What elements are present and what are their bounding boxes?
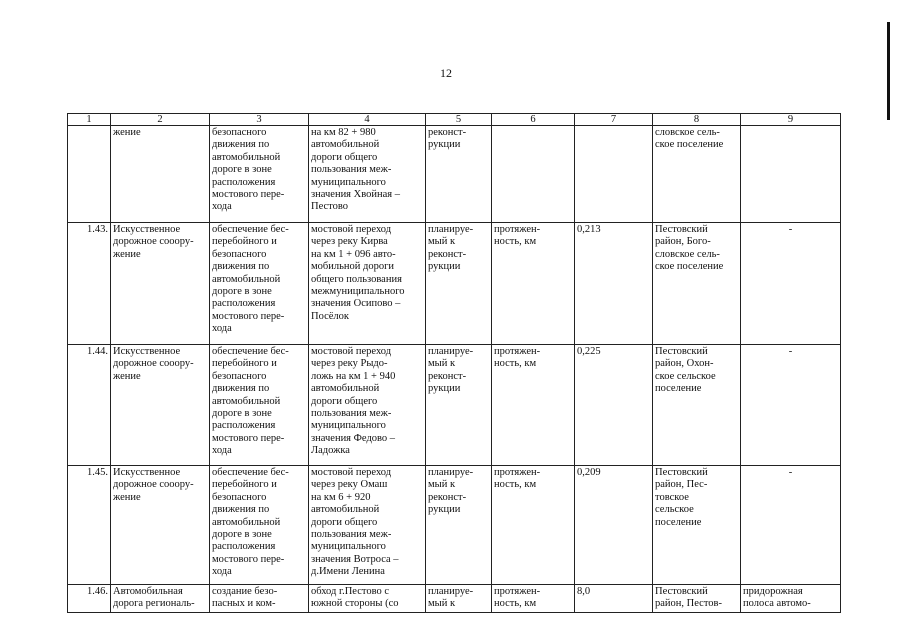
characteristic-cell: протяжен- ность, км xyxy=(492,466,575,585)
location-cell: мостовой переход через реку Рыдо- ложь на км 1 + 940 автомобильной дороги общего пользования меж- муниципального значения Федово – Ладожка xyxy=(309,345,426,466)
characteristic-cell: протяжен- ность, км xyxy=(492,585,575,613)
zone-cell: - xyxy=(741,223,841,345)
object-name-cell: Искусственное дорожное сооору- жение xyxy=(111,466,210,585)
purpose-cell: обеспечение бес- перебойного и безопасного движения по автомобильной дороге в зоне расположения мостового пере- хода xyxy=(210,345,309,466)
column-header: 4 xyxy=(309,114,426,126)
column-header: 7 xyxy=(575,114,653,126)
location-cell: на км 82 + 980 автомобильной дороги общего пользования меж- муниципального значения Хвойная – Пестово xyxy=(309,126,426,223)
table-row xyxy=(68,126,841,223)
table-row xyxy=(68,345,841,466)
row-number-cell: 1.44. xyxy=(68,345,111,466)
column-header: 5 xyxy=(426,114,492,126)
location-cell: мостовой переход через реку Кирва на км 1 + 096 авто- мобильной дороги общего пользования межмуниципального значения Осипово – Посёлок xyxy=(309,223,426,345)
object-name-cell: Искусственное дорожное сооору- жение xyxy=(111,223,210,345)
table-row xyxy=(68,223,841,345)
column-header: 3 xyxy=(210,114,309,126)
status-cell: реконст- рукции xyxy=(426,126,492,223)
municipality-cell: Пестовский район, Бого- словское сель- ское поселение xyxy=(653,223,741,345)
value-cell: 8,0 xyxy=(575,585,653,613)
document-table xyxy=(67,113,841,613)
column-header: 9 xyxy=(741,114,841,126)
zone-cell: придорожная полоса автомо- xyxy=(741,585,841,613)
characteristic-cell: протяжен- ность, км xyxy=(492,223,575,345)
municipality-cell: словское сель- ское поселение xyxy=(653,126,741,223)
status-cell: планируе- мый к реконст- рукции xyxy=(426,345,492,466)
row-number-cell xyxy=(68,126,111,223)
value-cell: 0,225 xyxy=(575,345,653,466)
object-name-cell: Автомобильная дорога региональ- xyxy=(111,585,210,613)
characteristic-cell: протяжен- ность, км xyxy=(492,345,575,466)
zone-cell: - xyxy=(741,466,841,585)
municipality-cell: Пестовский район, Пестов- xyxy=(653,585,741,613)
status-cell: планируе- мый к реконст- рукции xyxy=(426,466,492,585)
value-cell xyxy=(575,126,653,223)
column-header: 8 xyxy=(653,114,741,126)
table-row xyxy=(68,585,841,613)
value-cell: 0,209 xyxy=(575,466,653,585)
location-cell: мостовой переход через реку Омаш на км 6 + 920 автомобильной дороги общего пользования меж- муниципального значения Вотроса – д.Имени Ленина xyxy=(309,466,426,585)
purpose-cell: обеспечение бес- перебойного и безопасного движения по автомобильной дороге в зоне расположения мостового пере- хода xyxy=(210,223,309,345)
location-cell: обход г.Пестово с южной стороны (со xyxy=(309,585,426,613)
purpose-cell: безопасного движения по автомобильной дороге в зоне расположения мостового пере- хода xyxy=(210,126,309,223)
purpose-cell: обеспечение бес- перебойного и безопасного движения по автомобильной дороге в зоне расположения мостового пере- хода xyxy=(210,466,309,585)
column-header: 6 xyxy=(492,114,575,126)
row-number-cell: 1.46. xyxy=(68,585,111,613)
row-number-cell: 1.45. xyxy=(68,466,111,585)
municipality-cell: Пестовский район, Охон- ское сельское поселение xyxy=(653,345,741,466)
object-name-cell: жение xyxy=(111,126,210,223)
column-header-row xyxy=(68,114,841,126)
object-name-cell: Искусственное дорожное сооору- жение xyxy=(111,345,210,466)
zone-cell: - xyxy=(741,345,841,466)
characteristic-cell xyxy=(492,126,575,223)
column-header: 2 xyxy=(111,114,210,126)
zone-cell xyxy=(741,126,841,223)
table-row xyxy=(68,466,841,585)
value-cell: 0,213 xyxy=(575,223,653,345)
margin-bar xyxy=(887,22,890,120)
row-number-cell: 1.43. xyxy=(68,223,111,345)
status-cell: планируе- мый к реконст- рукции xyxy=(426,223,492,345)
page-number: 12 xyxy=(440,66,452,80)
purpose-cell: создание безо- пасных и ком- xyxy=(210,585,309,613)
column-header: 1 xyxy=(68,114,111,126)
municipality-cell: Пестовский район, Пес- товское сельское поселение xyxy=(653,466,741,585)
status-cell: планируе- мый к xyxy=(426,585,492,613)
